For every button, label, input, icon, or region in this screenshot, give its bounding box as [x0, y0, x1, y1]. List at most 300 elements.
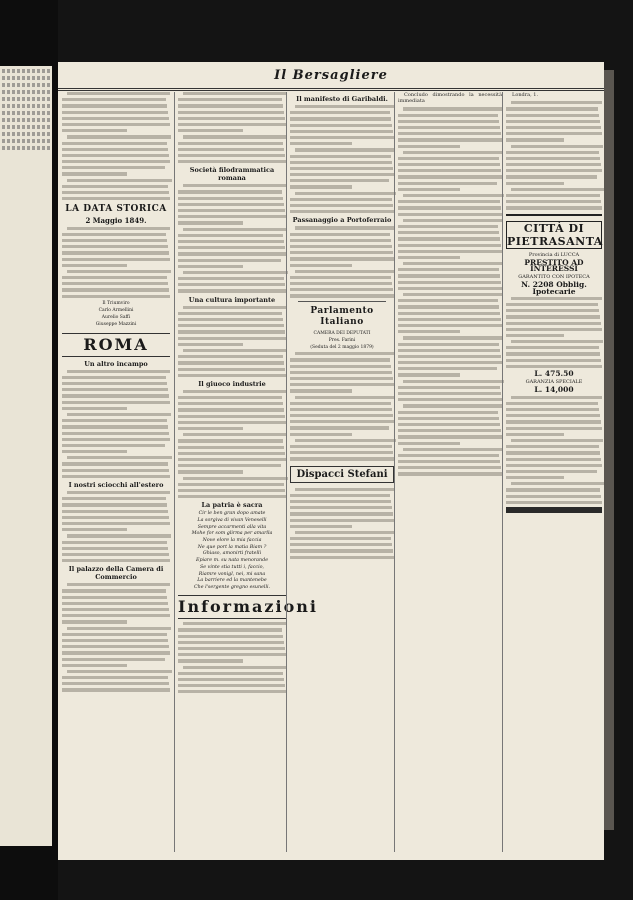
text-line — [178, 111, 284, 114]
poem-line: Riamre vonigl, nei, mi sana — [198, 571, 266, 577]
text-line — [506, 169, 602, 172]
text-line — [398, 411, 498, 414]
text-line — [398, 343, 499, 346]
body-text — [178, 622, 286, 693]
text-line — [62, 444, 165, 447]
text-line — [506, 322, 601, 325]
text-line — [398, 157, 499, 160]
text-line — [398, 281, 501, 284]
subheading: Il palazzo della Camera di Commercio — [68, 565, 164, 582]
text-line — [62, 233, 166, 236]
text-line — [62, 645, 169, 648]
text-line — [62, 596, 167, 599]
text-line — [178, 659, 243, 662]
text-line — [178, 396, 282, 399]
text-line — [62, 658, 165, 661]
body-text — [398, 219, 502, 290]
body-text — [290, 226, 394, 297]
text-line — [398, 163, 500, 166]
text-line — [178, 635, 283, 638]
text-line — [398, 244, 501, 247]
text-line — [398, 435, 502, 438]
text-line — [183, 433, 287, 436]
text-line — [62, 388, 168, 391]
text-line — [506, 309, 599, 312]
text-line — [290, 537, 391, 540]
text-line — [511, 439, 603, 442]
text-line — [178, 104, 283, 107]
ad-province: Provincia di LUCCA — [528, 251, 580, 258]
text-line — [295, 192, 396, 195]
text-line — [62, 614, 170, 617]
text-line — [62, 547, 168, 550]
column-1 — [62, 92, 170, 852]
text-line — [62, 407, 127, 410]
poem-line: Ne que port la matia Biam ? — [197, 544, 267, 550]
text-line — [506, 408, 599, 411]
poem-line: La sorgiva di vivan Veneselli — [197, 517, 267, 523]
body-text — [398, 107, 502, 215]
text-line — [398, 417, 499, 420]
text-line — [511, 145, 603, 148]
text-line — [506, 206, 602, 209]
text-line — [506, 107, 598, 110]
text-line — [183, 306, 286, 309]
poem-line: Cir le ben gran dopo amate — [198, 511, 266, 517]
text-line — [178, 343, 243, 346]
text-line — [398, 132, 501, 135]
text-line — [506, 346, 599, 349]
text-line — [403, 380, 504, 383]
text-line — [511, 482, 604, 485]
text-line — [398, 361, 502, 364]
dispatches-heading: Dispacci Stefani — [290, 466, 394, 483]
text-line — [178, 421, 286, 424]
text-line — [290, 414, 393, 417]
text-line — [178, 489, 285, 492]
text-line — [506, 157, 600, 160]
adjacent-page-strip — [0, 66, 52, 846]
text-line — [62, 651, 170, 654]
text-line — [506, 163, 601, 166]
text-line — [183, 477, 288, 480]
text-line — [506, 427, 602, 430]
text-line — [506, 420, 601, 423]
text-line — [183, 228, 287, 231]
text-line — [506, 120, 600, 123]
text-line — [506, 359, 601, 362]
text-line — [62, 401, 170, 404]
ad-guarantee: GARANTITO CON IPOTECA — [518, 274, 590, 281]
text-line — [178, 653, 286, 656]
text-line — [62, 191, 169, 194]
text-line — [403, 262, 503, 265]
text-line — [398, 287, 502, 290]
text-line — [62, 608, 169, 611]
body-text — [178, 184, 286, 292]
parliament-heading: Parlamento Italiano — [310, 305, 374, 327]
text-line — [178, 374, 286, 377]
text-line — [290, 451, 393, 454]
text-line — [398, 231, 499, 234]
text-line — [183, 666, 287, 669]
text-line — [506, 315, 600, 318]
text-line — [67, 583, 170, 586]
text-line — [290, 389, 352, 392]
text-line — [62, 510, 168, 513]
text-line — [290, 543, 392, 546]
text-line — [178, 641, 284, 644]
text-line — [398, 330, 460, 333]
subheading: I nostri sciocchi all'estero — [68, 481, 164, 490]
text-line — [403, 219, 502, 222]
text-line — [67, 179, 172, 182]
text-line — [398, 138, 502, 141]
text-line — [295, 531, 395, 534]
text-line — [295, 352, 394, 355]
text-line — [178, 402, 283, 405]
text-line — [62, 602, 168, 605]
text-line — [506, 151, 599, 154]
text-line — [178, 234, 283, 237]
text-line — [290, 420, 394, 423]
body-text — [178, 306, 286, 377]
text-line — [290, 111, 390, 114]
text-line — [178, 427, 243, 430]
text-line — [290, 161, 392, 164]
text-line — [398, 392, 501, 395]
text-line — [290, 457, 394, 460]
text-line — [62, 98, 166, 101]
column-2 — [174, 92, 318, 852]
text-line — [290, 494, 390, 497]
text-line — [178, 142, 283, 145]
text-line — [511, 297, 602, 300]
text-line — [62, 185, 168, 188]
text-line — [398, 120, 499, 123]
text-line — [290, 124, 392, 127]
text-line — [290, 117, 391, 120]
text-line — [398, 145, 460, 148]
text-line — [506, 194, 600, 197]
text-line — [183, 390, 286, 393]
text-line — [62, 438, 170, 441]
text-line — [67, 370, 170, 373]
text-line — [398, 237, 500, 240]
text-line — [290, 426, 389, 429]
text-line — [178, 312, 282, 315]
body-text: Concludo dimostrando la necessità immediata — [398, 92, 502, 105]
text-line — [295, 226, 394, 229]
text-line — [178, 240, 284, 243]
bond-advertisement — [506, 214, 602, 513]
text-line — [290, 167, 393, 170]
text-line — [62, 475, 170, 478]
text-line — [178, 690, 286, 693]
text-line — [178, 470, 243, 473]
text-line — [62, 197, 170, 200]
text-line — [62, 633, 167, 636]
text-line — [67, 135, 171, 138]
text-line — [183, 622, 286, 625]
text-line — [178, 148, 284, 151]
text-line — [398, 429, 501, 432]
text-line — [62, 450, 127, 453]
text-line — [398, 398, 502, 401]
body-text — [62, 583, 170, 691]
text-line — [183, 184, 286, 187]
text-line — [506, 126, 601, 129]
text-line — [62, 425, 168, 428]
text-line — [398, 386, 500, 389]
text-line — [398, 225, 498, 228]
text-line — [295, 439, 396, 442]
text-line — [290, 294, 394, 297]
text-line — [62, 522, 170, 525]
text-line — [506, 476, 564, 479]
text-line — [62, 104, 167, 107]
text-line — [403, 293, 502, 296]
text-line — [290, 549, 393, 552]
ad-guarantee-heading: GARANZIA SPECIALE — [525, 379, 583, 386]
text-line — [183, 135, 287, 138]
text-line — [398, 256, 460, 259]
text-line — [62, 117, 169, 120]
text-line — [398, 188, 460, 191]
text-line — [183, 92, 286, 95]
text-line — [62, 664, 127, 667]
text-line — [506, 175, 597, 178]
text-line — [398, 274, 500, 277]
text-line — [295, 148, 395, 151]
chamber-label: CAMERA DEI DEPUTATI — [313, 330, 371, 336]
text-line — [398, 349, 500, 352]
text-line — [178, 215, 286, 218]
text-line — [62, 160, 170, 163]
text-line — [178, 221, 243, 224]
ad-body — [506, 297, 602, 368]
text-line — [398, 460, 500, 463]
rome-heading: ROMA — [62, 333, 170, 357]
text-line — [290, 276, 391, 279]
text-line — [506, 464, 602, 467]
body-text — [290, 488, 394, 559]
text-line — [178, 259, 281, 262]
text-line — [62, 589, 166, 592]
body-text — [290, 105, 394, 213]
text-line — [290, 358, 390, 361]
text-line — [398, 367, 497, 370]
column-4 — [394, 92, 502, 852]
text-line — [290, 257, 394, 260]
text-line — [62, 462, 168, 465]
body-text — [506, 101, 602, 209]
text-line — [62, 469, 169, 472]
text-line — [290, 506, 392, 509]
subheading: Società filodrammatica romana — [189, 166, 275, 183]
text-line — [178, 483, 284, 486]
subheading: Il giuoco industrie — [198, 379, 266, 388]
text-line — [403, 336, 503, 339]
text-line — [403, 404, 502, 407]
body-text: Londra, 1. — [512, 92, 539, 98]
signature-title: Il Triumviro — [102, 300, 130, 306]
column-5 — [502, 92, 602, 852]
text-line — [67, 534, 171, 537]
text-line — [62, 295, 170, 298]
text-line — [62, 245, 168, 248]
text-line — [290, 556, 394, 559]
text-line — [506, 328, 602, 331]
text-line — [178, 190, 282, 193]
text-line — [178, 446, 284, 449]
text-line — [178, 337, 286, 340]
text-line — [62, 639, 168, 642]
text-line — [62, 282, 168, 285]
ad-bonds: N. 2208 Obblig. Ipotecarie — [521, 280, 587, 296]
page-edge — [604, 70, 614, 830]
masthead: Il Bersagliere — [274, 68, 388, 83]
text-line — [398, 114, 498, 117]
text-line — [398, 305, 499, 308]
text-line — [403, 448, 503, 451]
poem-line: Mohe for som glirma per amarlla — [191, 531, 273, 537]
text-line — [506, 365, 602, 368]
text-line — [506, 451, 600, 454]
text-line — [62, 172, 127, 175]
ad-title: PRESTITO AD INTERESSI — [524, 257, 584, 273]
text-line — [398, 213, 502, 216]
signature-name: Aurelio Saffi — [101, 315, 131, 321]
text-line — [67, 491, 170, 494]
poem — [178, 511, 286, 591]
text-line — [295, 488, 394, 491]
text-line — [178, 628, 282, 631]
text-line — [506, 200, 601, 203]
body-text — [62, 92, 170, 200]
text-line — [178, 330, 285, 333]
poem-line: Epiare m. su nata menorande — [195, 558, 269, 564]
poem-line: Se vinte stia tutti i, faccio, — [199, 564, 265, 570]
text-line — [178, 160, 286, 163]
text-line — [178, 408, 284, 411]
text-line — [178, 252, 286, 255]
text-line — [62, 620, 127, 623]
text-line — [178, 289, 286, 292]
body-text — [62, 370, 170, 478]
text-line — [178, 678, 284, 681]
text-line — [178, 129, 243, 132]
text-line — [62, 251, 169, 254]
text-line — [62, 394, 169, 397]
text-line — [62, 432, 169, 435]
text-line — [178, 277, 284, 280]
text-line — [290, 288, 393, 291]
text-line — [67, 227, 170, 230]
text-line — [290, 204, 393, 207]
text-line — [290, 155, 391, 158]
text-line — [178, 203, 284, 206]
text-line — [178, 283, 285, 286]
text-line — [398, 250, 502, 253]
subheading: Passanaggio a Portoferraio — [292, 216, 392, 225]
text-line — [178, 495, 286, 498]
text-line — [62, 288, 169, 291]
ad-price: L. 475.50 — [534, 369, 574, 379]
text-line — [290, 282, 392, 285]
text-line — [290, 142, 352, 145]
text-line — [506, 182, 564, 185]
text-line — [398, 175, 502, 178]
text-line — [62, 276, 167, 279]
text-line — [290, 519, 394, 522]
text-line — [506, 445, 599, 448]
text-line — [398, 268, 499, 271]
text-line — [62, 419, 167, 422]
text-line — [511, 340, 603, 343]
text-line — [290, 408, 392, 411]
text-line — [178, 647, 285, 650]
text-line — [506, 458, 601, 461]
text-line — [67, 670, 172, 673]
text-line — [506, 352, 600, 355]
text-line — [290, 210, 394, 213]
text-line — [506, 488, 600, 491]
text-line — [290, 433, 352, 436]
text-line — [62, 376, 166, 379]
historic-date: 2 Maggio 1849. — [85, 216, 147, 226]
text-line — [398, 472, 502, 475]
text-line — [403, 151, 503, 154]
text-line — [398, 126, 500, 129]
text-line — [290, 185, 352, 188]
text-line — [178, 117, 285, 120]
text-line — [398, 454, 499, 457]
text-line — [178, 123, 286, 126]
text-line — [398, 423, 500, 426]
body-text — [62, 491, 170, 562]
text-line — [403, 194, 504, 197]
text-line — [511, 396, 602, 399]
text-line — [62, 111, 168, 114]
text-line — [506, 132, 602, 135]
body-text — [398, 293, 502, 401]
text-line — [62, 541, 167, 544]
text-line — [290, 233, 390, 236]
poem-line: Ghiaso, amonirti fratelli — [202, 551, 262, 557]
text-line — [398, 312, 500, 315]
text-line — [62, 516, 169, 519]
text-line — [398, 299, 498, 302]
text-line — [178, 368, 285, 371]
text-line — [290, 402, 391, 405]
text-line — [398, 206, 501, 209]
ad-amount: L. 14,000 — [534, 385, 574, 395]
text-line — [506, 402, 598, 405]
text-line — [178, 318, 283, 321]
page-header — [58, 66, 604, 91]
text-line — [183, 271, 288, 274]
text-line — [290, 179, 389, 182]
text-line — [62, 129, 127, 132]
text-line — [511, 101, 602, 104]
text-line — [290, 377, 393, 380]
text-line — [67, 456, 172, 459]
body-text — [178, 390, 286, 498]
text-line — [178, 355, 283, 358]
session-label: (Seduta del 2 maggio 1879) — [310, 345, 374, 351]
text-line — [295, 105, 394, 108]
